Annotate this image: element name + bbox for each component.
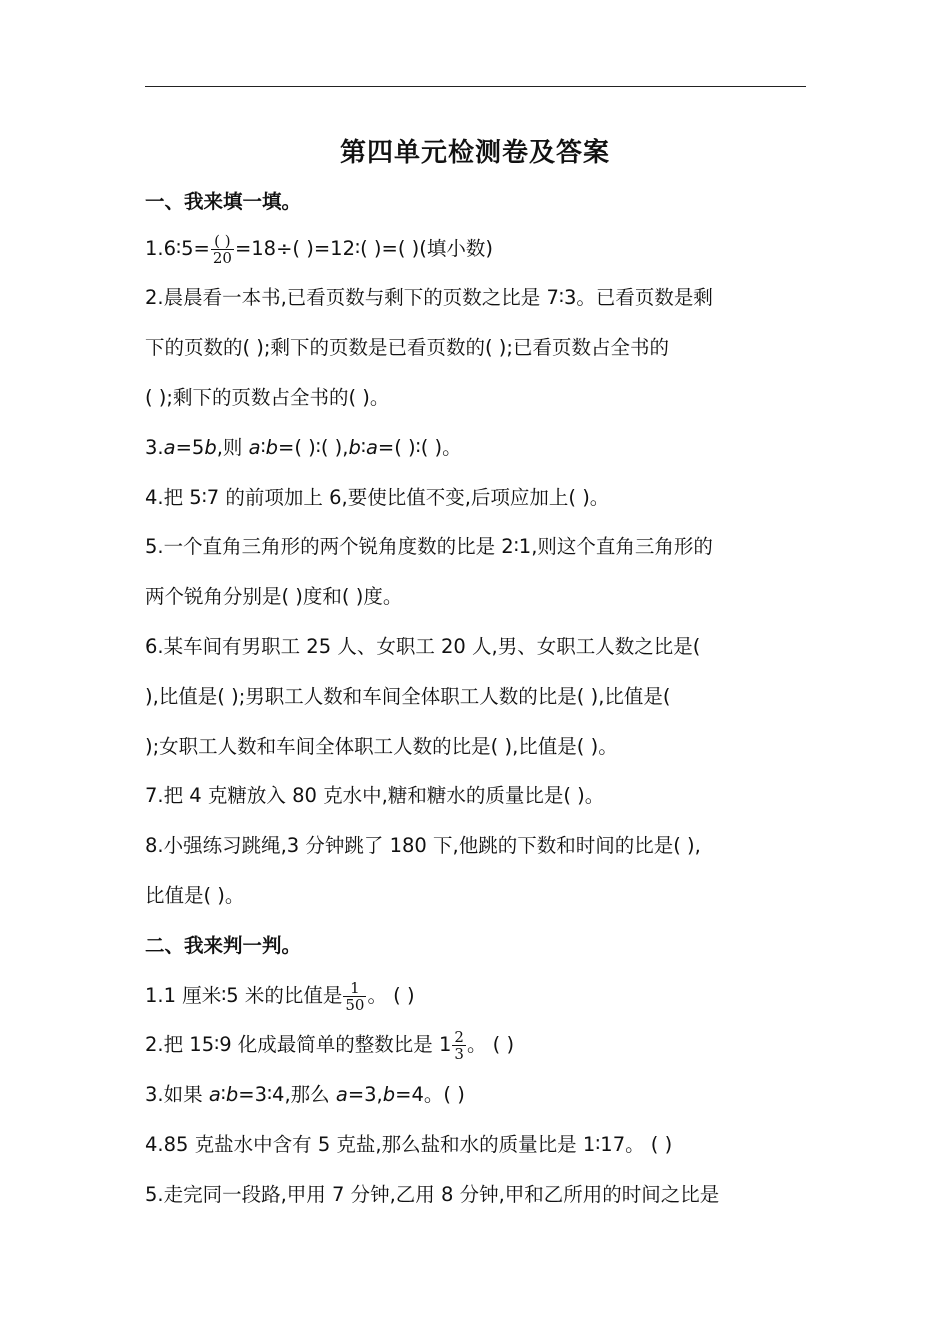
question-1-6-line-1: 6.某车间有男职工 25 人、女职工 20 人,男、女职工人数之比是(	[145, 635, 701, 658]
q1-text-a: 1.6∶5=	[145, 237, 210, 260]
q3-var: a	[163, 436, 176, 459]
q1-text-b: =18÷( )=12∶( )=( )(填小数)	[234, 237, 493, 260]
question-2-1	[145, 980, 810, 1013]
header-rule	[145, 86, 806, 87]
j2-fraction-denominator: 3	[454, 1045, 464, 1063]
j3-part: =4。( )	[395, 1083, 465, 1106]
question-1-2-line-3: ( );剩下的页数占全书的( )。	[145, 386, 390, 409]
q3-part: ∶	[360, 436, 366, 459]
q3-var: b	[265, 436, 279, 459]
question-1-3	[145, 434, 810, 462]
j3-var: a	[335, 1083, 348, 1106]
q3-part: 3.	[145, 436, 164, 459]
j3-part: =3,	[347, 1083, 383, 1106]
q3-part: =( )∶( ),	[278, 436, 349, 459]
question-1-8-line-2: 比值是( )。	[145, 884, 245, 907]
q3-part: =5	[175, 436, 205, 459]
question-2-4: 4.85 克盐水中含有 5 克盐,那么盐和水的质量比是 1∶17。 ( )	[145, 1133, 673, 1156]
j3-var: b	[225, 1083, 239, 1106]
j1-text-b: 。 ( )	[367, 984, 415, 1007]
j2-text-b: 。 ( )	[466, 1033, 515, 1056]
j3-part: =3∶4,那么	[238, 1083, 336, 1106]
j3-var: b	[382, 1083, 396, 1106]
q3-var: a	[248, 436, 261, 459]
q1-fraction-numerator: ( )	[211, 233, 234, 250]
question-1-8-line-1: 8.小强练习跳绳,3 分钟跳了 180 下,他跳的下数和时间的比是( ),	[145, 834, 701, 857]
j2-fraction-numerator: 2	[454, 1028, 464, 1046]
j1-fraction	[343, 980, 366, 1013]
j1-fraction-denominator: 50	[345, 996, 365, 1014]
question-1-1	[145, 233, 810, 266]
section-heading-judge: 二、我来判一判。	[145, 934, 302, 957]
page-title: 第四单元检测卷及答案	[339, 138, 610, 168]
question-1-6-line-3: );女职工人数和车间全体职工人数的比是( ),比值是( )。	[145, 735, 618, 758]
question-2-2	[145, 1029, 810, 1062]
j3-part: 3.如果	[145, 1083, 209, 1106]
question-1-2-line-1: 2.晨晨看一本书,已看页数与剩下的页数之比是 7∶3。已看页数是剩	[145, 286, 713, 309]
section-heading-fill-in: 一、我来填一填。	[145, 190, 302, 213]
j2-text-a: 2.把 15∶9 化成最简单的整数比是 1	[145, 1033, 452, 1056]
q3-var: a	[365, 436, 378, 459]
question-1-7: 7.把 4 克糖放入 80 克水中,糖和糖水的质量比是( )。	[145, 784, 605, 807]
question-1-4: 4.把 5∶7 的前项加上 6,要使比值不变,后项应加上( )。	[145, 486, 610, 509]
q3-part: =( )∶( )。	[377, 436, 462, 459]
j3-part: ∶	[220, 1083, 226, 1106]
question-1-5-line-1: 5.一个直角三角形的两个锐角度数的比是 2∶1,则这个直角三角形的	[145, 535, 713, 558]
q1-fraction-denominator: 20	[212, 249, 232, 267]
question-2-3	[145, 1081, 810, 1109]
question-1-6-line-2: ),比值是( );男职工人数和车间全体职工人数的比是( ),比值是(	[145, 685, 671, 708]
q1-fraction	[211, 233, 234, 266]
q3-var: b	[204, 436, 217, 459]
j1-text-a: 1.1 厘米∶5 米的比值是	[145, 984, 343, 1007]
question-1-5-line-2: 两个锐角分别是( )度和( )度。	[145, 585, 403, 608]
j2-fraction	[452, 1029, 466, 1062]
q3-part: ,则	[216, 436, 249, 459]
j3-var: a	[208, 1083, 221, 1106]
question-2-5: 5.走完同一段路,甲用 7 分钟,乙用 8 分钟,甲和乙所用的时间之比是	[145, 1183, 720, 1206]
j1-fraction-numerator: 1	[343, 980, 366, 997]
q3-part: ∶	[260, 436, 266, 459]
question-1-2-line-2: 下的页数的( );剩下的页数是已看页数的( );已看页数占全书的	[145, 336, 669, 359]
q3-var: b	[348, 436, 361, 459]
